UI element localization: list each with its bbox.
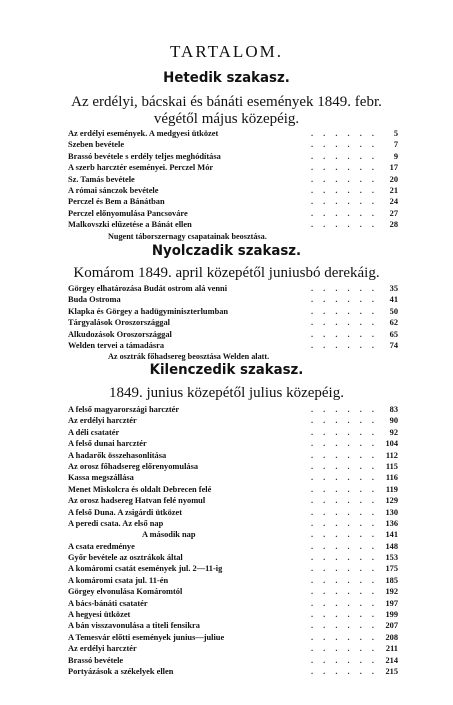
toc-entry-title: Buda Ostroma (68, 295, 121, 305)
toc-entry-page: 35 (389, 284, 398, 293)
toc-entry (68, 507, 398, 518)
dot-leader: . . . . . . (310, 163, 378, 173)
toc-entry (68, 620, 398, 631)
toc-entry-page: 130 (385, 507, 398, 517)
toc-entry-page: 199 (385, 610, 398, 620)
toc-entry-page: 24 (389, 197, 398, 207)
toc-entry-title: Welden tervei a támadásra (68, 340, 165, 350)
toc-entry-title: A komáromi csata jul. 11-én (68, 575, 169, 585)
toc-entry-page: 197 (385, 598, 398, 608)
dot-leader: . . . . . . (310, 450, 378, 460)
toc-entry-page: 27 (389, 208, 398, 218)
dot-leader: . . . . . . (310, 587, 378, 597)
toc-entry (68, 196, 398, 207)
toc-entry-page: 215 (385, 666, 398, 676)
toc-entry-title: Brassó bevétele s erdély teljes meghódítása (68, 151, 221, 161)
toc-entry (68, 438, 398, 449)
toc-entry (68, 427, 398, 438)
dot-leader: . . . . . . (310, 208, 378, 218)
section-subtitle-line: végétől május közepéig. (153, 111, 300, 127)
dot-leader: . . . . . . (310, 129, 378, 138)
dot-leader: . . . . . . (310, 220, 378, 230)
toc-entry-page: 74 (389, 340, 398, 350)
dot-leader: . . . . . . (310, 197, 378, 207)
toc-entry-title: A peredi csata. Az első nap (68, 518, 164, 528)
toc-entry-title: A felső magyarországi harcztér (68, 405, 180, 414)
toc-entry-title: Perczel és Bem a Bánátban (68, 197, 165, 207)
toc-entry-page: 5 (393, 129, 398, 138)
toc-entry-page: 7 (393, 140, 398, 150)
toc-entry (68, 151, 398, 162)
dot-leader: . . . . . . (310, 340, 378, 350)
toc-entry (68, 317, 398, 328)
toc-entry (68, 575, 398, 586)
toc-entry (68, 219, 398, 230)
toc-entry-page: 115 (385, 461, 398, 471)
toc-entry-page: 208 (385, 632, 398, 642)
toc-entry (68, 609, 398, 620)
dot-leader: . . . . . . (310, 610, 378, 620)
toc-entry-title: Az erdélyi harcztér (68, 644, 137, 654)
toc-entry-title: A szerb harcztér eseményei. Perczel Mór (68, 163, 214, 173)
toc-entry-title: Kassa megszállása (68, 473, 134, 483)
toc-entry-title: Portyázások a székelyek ellen (68, 666, 174, 676)
toc-entry-title: Klapka és Görgey a hadügyminiszterlumban (68, 306, 229, 316)
toc-entry-title: Perczel előnyomulása Pancsováre (68, 208, 188, 218)
toc-entry (68, 329, 398, 340)
toc-entry-title: Győr bevétele az osztrákok által (68, 553, 183, 563)
toc-entry-page: 20 (389, 174, 398, 184)
toc-entry (68, 563, 398, 574)
dot-leader: . . . . . . (310, 518, 378, 528)
toc-entry (68, 294, 398, 305)
section-heading: Hetedik szakasz. (163, 70, 290, 86)
toc-entry-page: 192 (385, 587, 398, 597)
toc-entry-page: 112 (385, 450, 398, 460)
toc-entry-page: 65 (389, 329, 398, 339)
dot-leader: . . . . . . (310, 318, 378, 328)
dot-leader: . . . . . . (310, 295, 378, 305)
toc-entry (68, 139, 398, 150)
section-subtitle-line: Az erdélyi, bácskai és bánáti események 1849. febr. (71, 94, 382, 110)
toc-entry-title: A felső dunai harcztér (68, 439, 147, 449)
dot-leader: . . . . . . (310, 655, 378, 665)
toc-entry (68, 598, 398, 609)
toc-entry (68, 472, 398, 483)
dot-leader: . . . . . . (310, 185, 378, 195)
toc-entry (68, 586, 398, 597)
toc-entry (68, 518, 398, 529)
toc-entry (68, 552, 398, 563)
toc-entry (68, 632, 398, 643)
dot-leader: . . . . . . (310, 306, 378, 316)
toc-entry-page: 17 (389, 163, 398, 173)
toc-entry-page: 119 (385, 484, 398, 494)
toc-entry-title: A bács-bánáti csatatér (68, 598, 148, 608)
toc-entry (68, 529, 398, 540)
toc-entry-title: Szeben bevétele (68, 140, 125, 150)
toc-entry (68, 461, 398, 472)
toc-entry-page: 104 (385, 439, 398, 449)
toc-entry-title: Görgey elvonulása Komáromtól (68, 587, 183, 597)
toc-entry (68, 404, 398, 415)
toc-entry-page: 214 (385, 655, 398, 665)
toc-entry-page: 90 (389, 416, 398, 426)
dot-leader: . . . . . . (310, 598, 378, 608)
toc-note-text: Az osztrák főhadsereg beosztása Welden alatt. (108, 352, 270, 362)
toc-entry-title: A csata eredménye (68, 541, 135, 551)
toc-entry-page: 21 (389, 185, 398, 195)
dot-leader: . . . . . . (310, 151, 378, 161)
toc-entry (68, 495, 398, 506)
dot-leader: . . . . . . (310, 553, 378, 563)
dot-leader: . . . . . . (310, 507, 378, 517)
toc-entry (68, 415, 398, 426)
toc-entry-page: 9 (393, 151, 398, 161)
toc-entry-page: 41 (389, 295, 398, 305)
toc-entry-page: 207 (385, 621, 398, 631)
dot-leader: . . . . . . (310, 329, 378, 339)
toc-entry-page: 136 (385, 518, 398, 528)
toc-entry-page: 28 (389, 220, 398, 230)
toc-entry-title: Brassó bevétele (68, 655, 124, 665)
dot-leader: . . . . . . (310, 666, 378, 676)
dot-leader: . . . . . . (310, 632, 378, 642)
toc-entry-title: A Temesvár előtti események junius—juliue (68, 632, 225, 642)
dot-leader: . . . . . . (310, 427, 378, 437)
toc-entry (68, 306, 398, 317)
dot-leader: . . . . . . (310, 174, 378, 184)
toc-entry (68, 541, 398, 552)
dot-leader: . . . . . . (310, 405, 378, 414)
dot-leader: . . . . . . (310, 473, 378, 483)
toc-entry-title: Az orosz hadsereg Hatvan felé nyomul (68, 496, 206, 506)
dot-leader: . . . . . . (310, 496, 378, 506)
toc-entry-page: 148 (385, 541, 398, 551)
dot-leader: . . . . . . (310, 284, 378, 293)
toc-list (68, 404, 398, 677)
toc-entry-page: 116 (385, 473, 398, 483)
toc-entry-title: Görgey elhatározása Budát ostrom alá venni (68, 284, 228, 293)
toc-entry-page: 175 (385, 564, 398, 574)
toc-entry-page: 211 (385, 644, 398, 654)
section-heading: Nyolczadik szakasz. (151, 243, 302, 259)
toc-entry-page: 50 (389, 306, 398, 316)
toc-entry (68, 162, 398, 173)
toc-entry (68, 450, 398, 461)
toc-entry-title: Az orosz főhadsereg előrenyomulása (68, 461, 199, 471)
toc-entry-title: A déli csatatér (68, 427, 120, 437)
toc-entry (68, 208, 398, 219)
dot-leader: . . . . . . (310, 530, 378, 540)
toc-entry-title: Sz. Tamás bevétele (68, 174, 135, 184)
toc-entry (68, 655, 398, 666)
dot-leader: . . . . . . (310, 461, 378, 471)
toc-list (68, 283, 398, 363)
toc-entry-title: A bán visszavonulása a titeli fensikra (68, 621, 200, 631)
toc-entry (68, 666, 398, 677)
toc-entry-title: Tárgyalások Oroszországgal (68, 318, 170, 328)
toc-entry (68, 174, 398, 185)
dot-leader: . . . . . . (310, 140, 378, 150)
toc-entry-page: 185 (385, 575, 398, 585)
toc-entry-title: Az erdélyi harcztér (68, 416, 137, 426)
toc-entry-title: A második nap (142, 530, 196, 540)
toc-entry (68, 340, 398, 351)
toc-entry (68, 283, 398, 294)
page-title: TARTALOM. (170, 42, 283, 61)
toc-entry-title: A hegyesi ütközet (68, 610, 131, 620)
section-subtitle-line: 1849. junius közepétől julius közepéig. (109, 385, 344, 401)
dot-leader: . . . . . . (310, 439, 378, 449)
section-heading: Kilenczedik szakasz. (149, 362, 304, 378)
toc-entry-title: A hadarők összehasonlítása (68, 450, 167, 460)
toc-entry-title: Az erdélyi események. A medgyesi ütközet (68, 129, 219, 138)
toc-note-text: Nugent táborszernagy csapatainak beosztása. (108, 231, 267, 241)
toc-entry (68, 128, 398, 139)
toc-entry (68, 484, 398, 495)
toc-entry-page: 129 (385, 496, 398, 506)
dot-leader: . . . . . . (310, 621, 378, 631)
toc-entry-page: 83 (389, 405, 398, 414)
dot-leader: . . . . . . (310, 644, 378, 654)
dot-leader: . . . . . . (310, 564, 378, 574)
toc-entry-title: A római sánczok bevétele (68, 185, 159, 195)
section-subtitle-line: Komárom 1849. april közepétől juniusbó derekáig. (73, 265, 380, 281)
toc-entry-page: 153 (385, 553, 398, 563)
toc-entry (68, 185, 398, 196)
dot-leader: . . . . . . (310, 575, 378, 585)
toc-entry-page: 141 (385, 530, 398, 540)
toc-entry-page: 62 (389, 318, 398, 328)
dot-leader: . . . . . . (310, 416, 378, 426)
dot-leader: . . . . . . (310, 484, 378, 494)
toc-entry-page: 92 (389, 427, 398, 437)
toc-entry-title: A komáromi csatát események jul. 2—11-ig (68, 564, 223, 574)
toc-entry (68, 643, 398, 654)
toc-entry-title: Menet Miskolcra és oldalt Debrecen felé (68, 484, 212, 494)
toc-entry-title: Malkovszki elűzetése a Bánát ellen (68, 220, 192, 230)
toc-note (68, 231, 398, 242)
toc-entry-title: A felső Duna. A zsigárdi ütközet (68, 507, 182, 517)
toc-list (68, 128, 398, 242)
toc-entry-title: Alkudozások Oroszországgal (68, 329, 172, 339)
dot-leader: . . . . . . (310, 541, 378, 551)
